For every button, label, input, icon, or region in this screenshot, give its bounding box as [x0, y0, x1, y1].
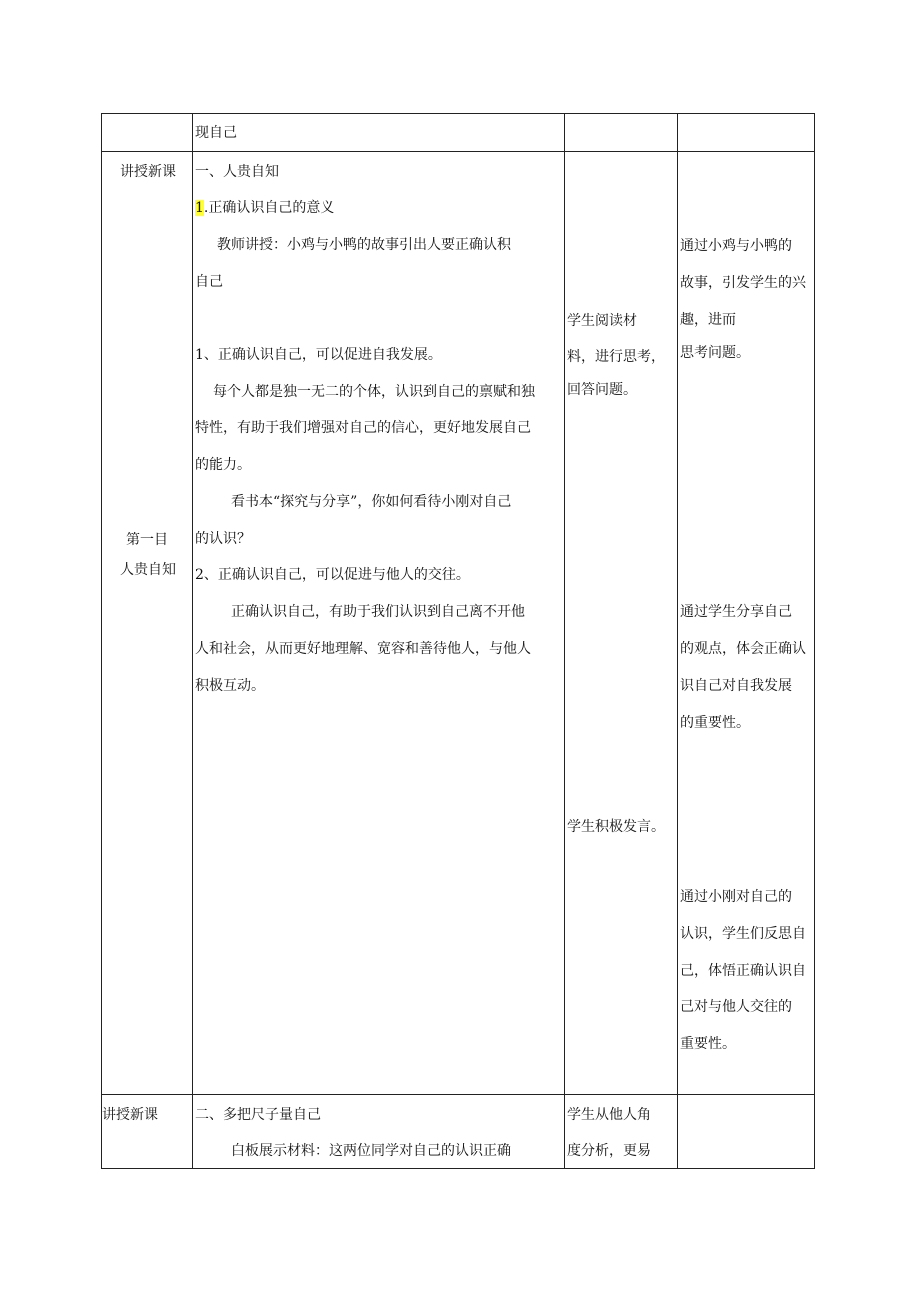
intent-line: 己对与他人交往的	[680, 999, 792, 1015]
intent-cell-empty	[678, 1095, 815, 1169]
topic-label-line2: 人贵自知	[120, 562, 176, 578]
section-label: 讲授新课	[102, 1107, 158, 1123]
highlighted-number: 1	[195, 200, 204, 216]
intent-cell-empty	[678, 114, 815, 152]
student-activity-line: 学生阅读材	[567, 313, 637, 329]
intent-line: 通过小鸡与小鸭的	[680, 238, 792, 254]
paragraph-line: 每个人都是独一无二的个体，认识到自己的禀赋和独	[213, 384, 535, 400]
intent-line: 趣，进而	[680, 312, 736, 328]
section-cell	[102, 1095, 193, 1169]
intent-cell	[678, 152, 815, 1095]
table-row	[102, 152, 815, 1095]
paragraph-line: 教师讲授：小鸡与小鸭的故事引出人要正确认积	[217, 237, 511, 253]
student-activity-line: 料，进行思考，	[567, 349, 665, 365]
intent-line: 识自己对自我发展	[680, 678, 792, 694]
intent-line: 通过学生分享自己	[680, 604, 792, 620]
topic-label-line1: 第一目	[126, 532, 168, 548]
section-heading: 一、人贵自知	[195, 164, 279, 180]
paragraph-line: 积极互动。	[195, 678, 265, 694]
content-cell	[193, 152, 565, 1095]
student-cell	[565, 1095, 678, 1169]
point-heading: 2、正确认识自己，可以促进与他人的交往。	[195, 567, 470, 583]
intent-line: 认识，学生们反思自	[680, 926, 806, 942]
sub-heading	[195, 200, 334, 216]
table-row	[102, 114, 815, 152]
intent-line: 重要性。	[680, 1036, 736, 1052]
intent-line: 思考问题。	[680, 345, 750, 361]
sub-heading-text: .正确认识自己的意义	[203, 200, 335, 216]
intent-line: 故事，引发学生的兴	[680, 275, 806, 291]
section-cell	[102, 152, 193, 1095]
content-text: 现自己	[195, 125, 237, 141]
paragraph-line: 的认识？	[195, 531, 251, 547]
paragraph-line: 看书本“探究与分享”，你如何看待小刚对自己	[231, 494, 512, 510]
lesson-plan-table	[101, 113, 815, 1169]
intent-line: 通过小刚对自己的	[680, 889, 792, 905]
content-cell	[193, 1095, 565, 1169]
paragraph-line: 自己	[195, 274, 223, 290]
point-heading: 1、正确认识自己，可以促进自我发展。	[195, 347, 442, 363]
paragraph-line: 人和社会，从而更好地理解、宽容和善待他人，与他人	[195, 641, 531, 657]
paragraph-line: 正确认识自己，有助于我们认识到自己离不开他	[231, 604, 525, 620]
student-activity-line: 学生积极发言。	[567, 819, 665, 835]
intent-line: 的重要性。	[680, 715, 750, 731]
student-activity-line: 回答问题。	[567, 382, 637, 398]
paragraph-line: 白板展示材料：这两位同学对自己的认识正确	[231, 1143, 511, 1159]
student-activity-line: 度分析，更易	[567, 1143, 651, 1159]
paragraph-line: 特性，有助于我们增强对自己的信心，更好地发展自己	[195, 420, 531, 436]
table-row	[102, 1095, 815, 1169]
student-activity-line: 学生从他人角	[567, 1107, 651, 1123]
student-cell-empty	[565, 114, 678, 152]
student-cell	[565, 152, 678, 1095]
section-label: 讲授新课	[120, 164, 176, 180]
intent-line: 己，体悟正确认识自	[680, 963, 806, 979]
paragraph-line: 的能力。	[195, 457, 251, 473]
content-cell	[193, 114, 565, 152]
section-heading: 二、多把尺子量自己	[195, 1107, 321, 1123]
intent-line: 的观点，体会正确认	[680, 641, 806, 657]
section-cell-empty	[102, 114, 193, 152]
